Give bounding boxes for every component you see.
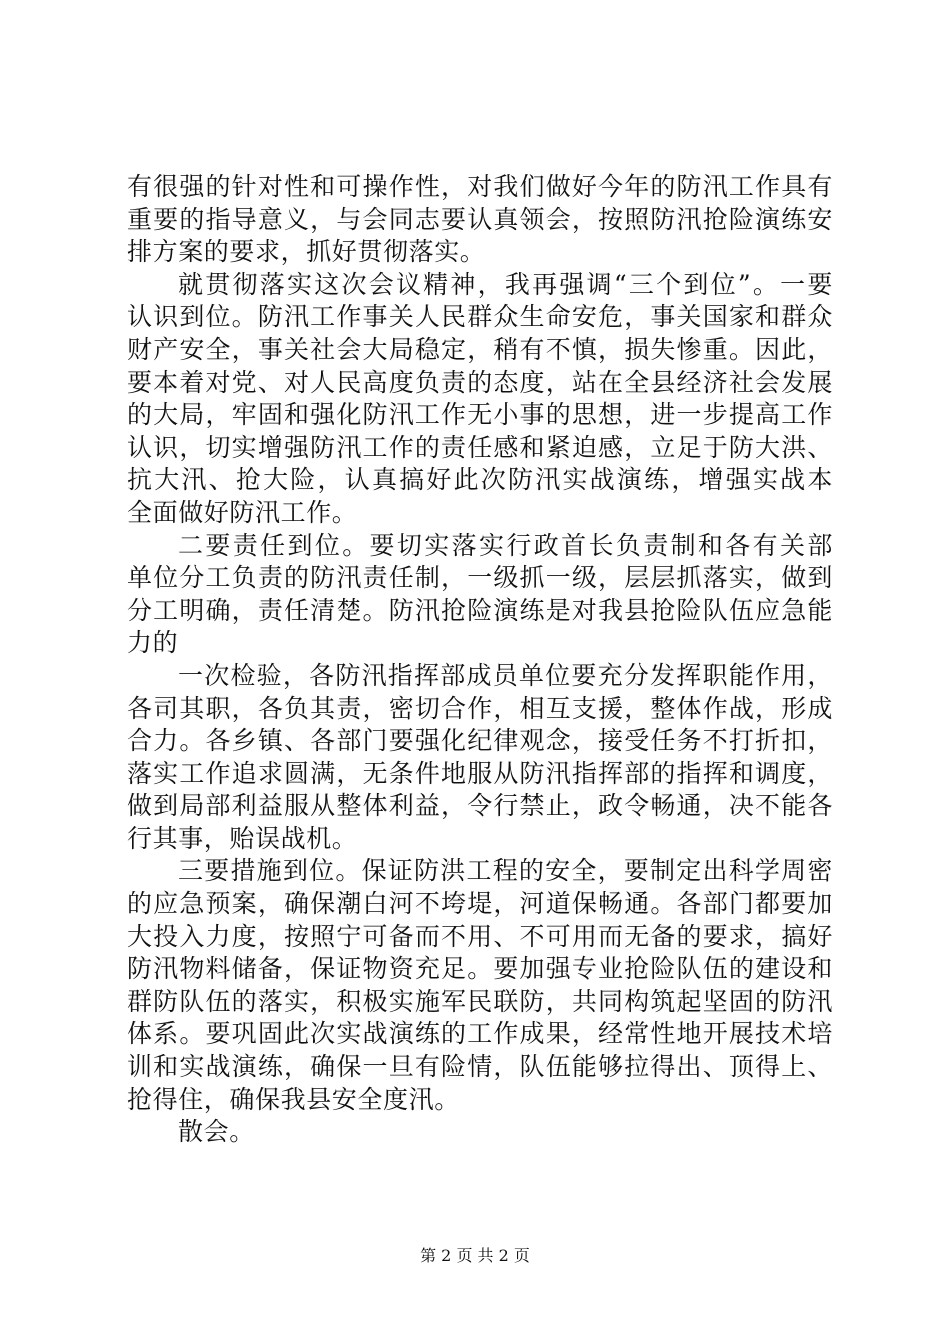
paragraph-first-line: 三要措施到位。保证防洪工程的安全，要制定出科学周密: [178, 856, 833, 886]
text-line: 训和实战演练，确保一旦有险情，队伍能够拉得出、顶得上、: [127, 1052, 833, 1082]
paragraph-first-line: 散会。: [178, 1117, 255, 1147]
text-line: 大投入力度，按照宁可备而不用、不可用而无备的要求，搞好: [127, 921, 833, 951]
text-line: 做到局部利益服从整体利益，令行禁止，政令畅通，决不能各: [127, 791, 833, 821]
text-line: 防汛物料储备，保证物资充足。要加强专业抢险队伍的建设和: [127, 954, 833, 984]
text-line: 抢得住，确保我县安全度汛。: [127, 1084, 460, 1114]
text-line: 群防队伍的落实，积极实施军民联防，共同构筑起坚固的防汛: [127, 986, 833, 1016]
text-line: 体系。要巩固此次实战演练的工作成果，经常性地开展技术培: [127, 1019, 833, 1049]
page-footer: 第 2 页 共 2 页: [420, 1246, 530, 1265]
text-line: 力的: [127, 628, 179, 658]
text-line: 有很强的针对性和可操作性，对我们做好今年的防汛工作具有: [127, 172, 833, 201]
text-line: 财产安全，事关社会大局稳定，稍有不慎，损失惨重。因此，: [127, 334, 833, 364]
paragraph-first-line: 一次检验，各防汛指挥部成员单位要充分发挥职能作用，: [178, 660, 833, 690]
text-line: 要本着对党、对人民高度负责的态度，站在全县经济社会发展: [127, 367, 833, 397]
text-line: 认识，切实增强防汛工作的责任感和紧迫感，立足于防大洪、: [127, 432, 833, 462]
text-line: 单位分工负责的防汛责任制，一级抓一级，层层抓落实，做到: [127, 563, 833, 593]
text-line: 认识到位。防汛工作事关人民群众生命安危，事关国家和群众: [127, 302, 833, 332]
document-body: [127, 171, 833, 1149]
text-line: 全面做好防汛工作。: [127, 497, 358, 527]
text-line: 排方案的要求，抓好贯彻落实。: [127, 237, 486, 267]
text-line: 抗大汛、抢大险，认真搞好此次防汛实战演练，增强实战本: [127, 465, 833, 495]
text-line: 的大局，牢固和强化防汛工作无小事的思想，进一步提高工作: [127, 400, 833, 430]
text-line: 合力。各乡镇、各部门要强化纪律观念，接受任务不打折扣，: [127, 726, 833, 756]
text-line: 的应急预案，确保潮白河不垮堤，河道保畅通。各部门都要加: [127, 889, 833, 919]
text-line: 各司其职，各负其责，密切合作，相互支援，整体作战，形成: [127, 693, 833, 723]
text-line: 分工明确，责任清楚。防汛抢险演练是对我县抢险队伍应急能: [127, 595, 833, 625]
text-line: 重要的指导意义，与会同志要认真领会，按照防汛抢险演练安: [127, 204, 833, 234]
text-line: 行其事，贻误战机。: [127, 823, 358, 853]
paragraph-first-line: 就贯彻落实这次会议精神，我再强调“三个到位”。一要: [178, 269, 833, 299]
paragraph-first-line: 二要责任到位。要切实落实行政首长负责制和各有关部: [178, 530, 833, 560]
text-line: 落实工作追求圆满，无条件地服从防汛指挥部的指挥和调度，: [127, 758, 833, 788]
